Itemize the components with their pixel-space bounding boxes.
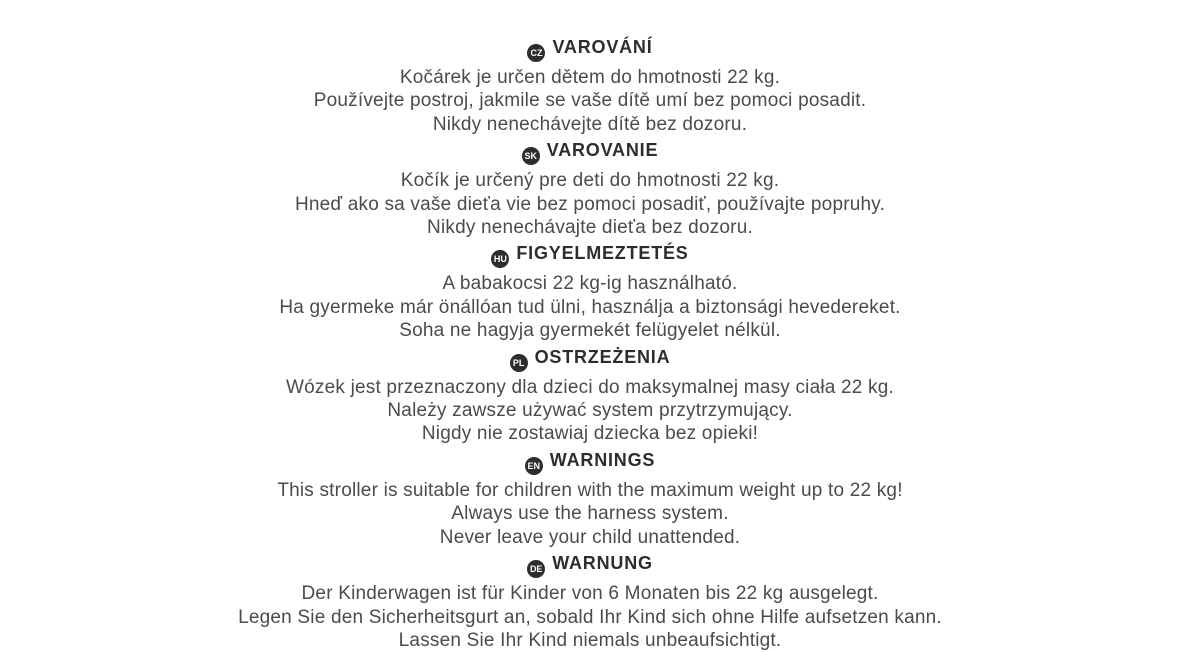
section-heading — [10, 343, 1170, 376]
warning-line: Soha ne hagyja gyermekét felügyelet nélkül. — [399, 320, 781, 342]
section-heading — [10, 239, 1170, 272]
section-title: OSTRZEŻENIA — [534, 346, 671, 367]
warning-line: Používejte postroj, jakmile se vaše dítě umí bez pomoci posadit. — [313, 90, 867, 112]
warning-line: Der Kinderwagen ist für Kinder von 6 Monaten bis 22 kg ausgelegt. — [301, 583, 879, 605]
section-title: WARNINGS — [549, 449, 656, 470]
warning-section-en — [10, 446, 1170, 549]
language-badge-hu-icon: HU — [491, 250, 509, 268]
warning-section-hu — [10, 239, 1170, 342]
warning-line: Hneď ako sa vaše dieťa vie bez pomoci posadiť, používajte popruhy. — [294, 193, 886, 215]
warning-line: Never leave your child unattended. — [439, 526, 741, 548]
language-badge-sk-icon: SK — [522, 147, 540, 165]
warning-section-cz — [10, 33, 1170, 136]
warning-line: Legen Sie den Sicherheitsgurt an, sobald Ihr Kind sich ohne Hilfe aufsetzen kann. — [238, 606, 942, 628]
section-title: WARNUNG — [552, 553, 653, 574]
section-heading — [10, 33, 1170, 66]
language-badge-pl-icon: PL — [510, 354, 528, 372]
warning-line: Wózek jest przeznaczony dla dzieci do maksymalnej masy ciała 22 kg. — [286, 376, 894, 398]
warning-section-de — [10, 549, 1170, 652]
language-badge-en-icon: EN — [525, 457, 543, 475]
section-heading — [10, 549, 1170, 582]
warning-line: Lassen Sie Ihr Kind niemals unbeaufsichtigt. — [398, 629, 782, 651]
section-heading — [10, 136, 1170, 169]
section-heading — [10, 446, 1170, 479]
section-title: VAROVÁNÍ — [552, 37, 653, 57]
warning-line: Nigdy nie zostawiaj dziecka bez opieki! — [421, 423, 759, 445]
warning-line: Należy zawsze używać system przytrzymujący. — [387, 400, 793, 422]
warning-line: Ha gyermeke már önállóan tud ülni, használja a biztonsági hevedereket. — [279, 296, 901, 318]
warning-line: Nikdy nenechávajte dieťa bez dozoru. — [427, 217, 753, 239]
warning-line: This stroller is suitable for children with the maximum weight up to 22 kg! — [277, 479, 903, 501]
warning-section-sk — [10, 136, 1170, 239]
section-title: FIGYELMEZTETÉS — [516, 243, 689, 264]
warning-line: Nikdy nenechávejte dítě bez dozoru. — [432, 113, 748, 135]
warning-line: Kočík je určený pre deti do hmotnosti 22 kg. — [400, 170, 780, 192]
language-badge-cz-icon: CZ — [527, 44, 545, 62]
section-title: VAROVANIE — [546, 140, 659, 161]
warning-line: Always use the harness system. — [451, 503, 729, 525]
warning-line: Kočárek je určen dětem do hmotnosti 22 kg. — [399, 67, 781, 88]
language-badge-de-icon: DE — [527, 560, 545, 578]
warning-section-pl — [10, 343, 1170, 446]
warning-line: A babakocsi 22 kg-ig használható. — [442, 273, 738, 295]
